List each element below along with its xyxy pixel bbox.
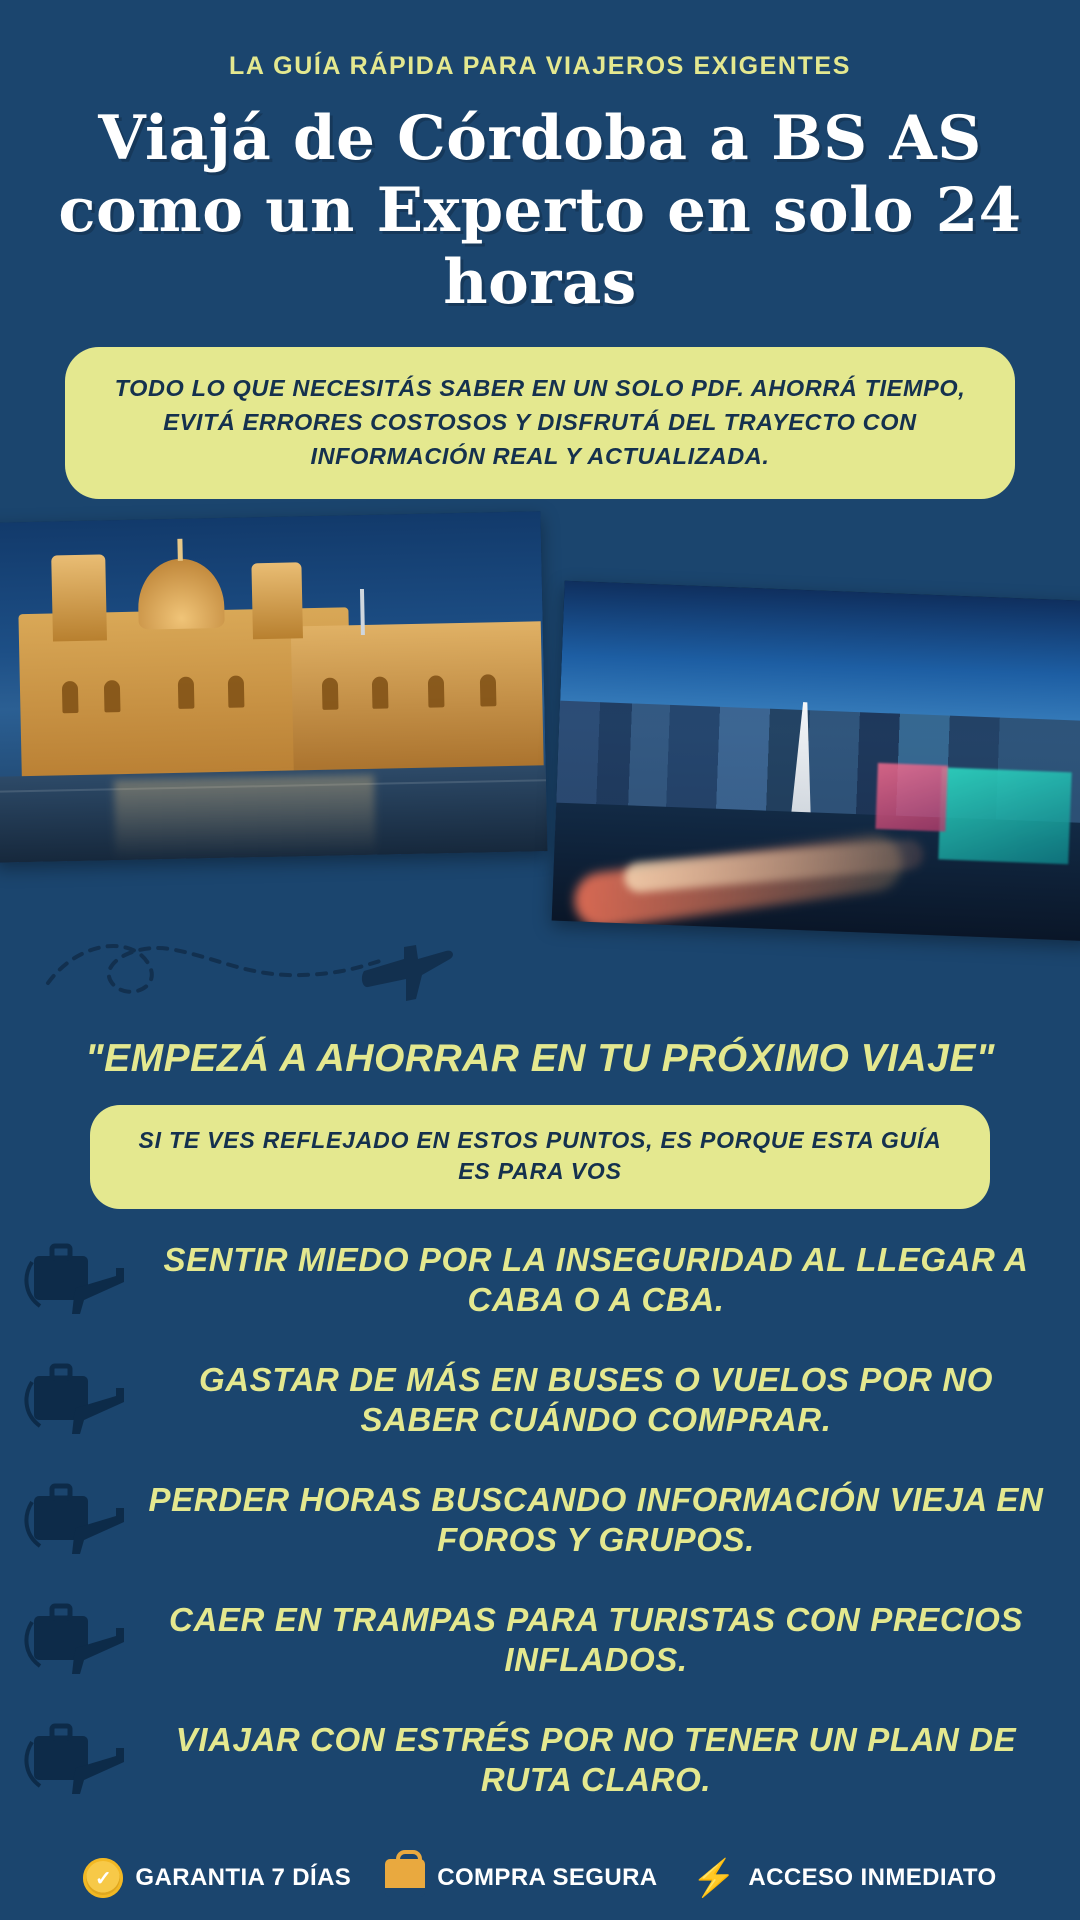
kicker-text: LA GUÍA RÁPIDA PARA VIAJEROS EXIGENTES: [229, 52, 851, 80]
cordoba-window: [322, 678, 339, 710]
bsas-neon-sign-teal: [938, 767, 1071, 864]
flight-path-divider: [0, 941, 1080, 1021]
cordoba-light-reflection: [114, 775, 376, 860]
list-item: [0, 1475, 1080, 1565]
cordoba-window: [178, 677, 195, 709]
suitcase-plane-icon: [24, 1238, 128, 1322]
list-item-label: VIAJAR CON ESTRÉS POR NO TENER UN PLAN DE RUTA CLARO.: [175, 1720, 1017, 1799]
photo-collage: [0, 517, 1080, 937]
photo-buenos-aires-obelisco: [552, 581, 1080, 941]
list-item-label: PERDER HORAS BUSCANDO INFORMACIÓN VIEJA EN FOROS Y GRUPOS.: [148, 1480, 1044, 1559]
guarantee-seal-icon: ✓: [83, 1858, 123, 1898]
quote-text: "EMPEZÁ A AHORRAR EN TU PRÓXIMO VIAJE": [85, 1037, 995, 1081]
list-item: [0, 1235, 1080, 1325]
dashed-flight-path: [40, 931, 460, 1021]
subtitle-pill: [65, 347, 1015, 499]
trust-badge-label: COMPRA SEGURA: [437, 1864, 658, 1891]
trust-badge-instant-access: [691, 1857, 997, 1898]
trust-badges: [0, 1858, 1080, 1898]
page-title: Viajá de Córdoba a BS AS como un Experto en solo 24 horas: [58, 103, 1022, 318]
cordoba-tower-right: [251, 562, 303, 639]
lightning-bolt-icon: ⚡: [691, 1857, 737, 1898]
callout-text: SI TE VES REFLEJADO EN ESTOS PUNTOS, ES PORQUE ESTA GUÍA ES PARA VOS: [138, 1127, 942, 1185]
suitcase-plane-icon: [24, 1598, 128, 1682]
pain-points-list: [0, 1235, 1080, 1805]
suitcase-plane-icon: [24, 1478, 128, 1562]
airplane-icon: [362, 945, 453, 1001]
cordoba-window: [372, 677, 389, 709]
trust-badge-label: ACCESO INMEDIATO: [748, 1864, 997, 1891]
trust-badge-guarantee: [83, 1858, 351, 1898]
callout-pill: [90, 1105, 990, 1209]
cordoba-window: [428, 675, 445, 707]
cordoba-window: [480, 674, 497, 706]
subtitle-text: TODO LO QUE NECESITÁS SABER EN UN SOLO PDF. AHORRÁ TIEMPO, EVITÁ ERRORES COSTOSOS Y DISFRUTÁ DEL TRAYECTO CON INFORMACIÓN REAL Y ACTUALIZADA.: [114, 374, 966, 470]
suitcase-plane-icon: [24, 1358, 128, 1442]
list-item-label: GASTAR DE MÁS EN BUSES O VUELOS POR NO SABER CUÁNDO COMPRAR.: [198, 1360, 994, 1439]
cordoba-window: [104, 680, 121, 712]
cordoba-window: [62, 681, 79, 713]
photo-cordoba-cathedral: [0, 511, 547, 862]
suitcase-plane-icon: [24, 1718, 128, 1802]
shopping-bag-icon: [385, 1859, 425, 1897]
cordoba-window: [228, 676, 245, 708]
cordoba-tower-left: [51, 554, 107, 641]
list-item-label: CAER EN TRAMPAS PARA TURISTAS CON PRECIOS INFLADOS.: [169, 1600, 1023, 1679]
list-item: [0, 1715, 1080, 1805]
list-item-label: SENTIR MIEDO POR LA INSEGURIDAD AL LLEGAR A CABA O A CBA.: [163, 1240, 1029, 1319]
bsas-neon-sign-pink: [875, 763, 947, 832]
list-item: [0, 1595, 1080, 1685]
list-item: [0, 1355, 1080, 1445]
trust-badge-secure-purchase: [385, 1859, 657, 1897]
trust-badge-label: GARANTIA 7 DÍAS: [135, 1864, 352, 1891]
